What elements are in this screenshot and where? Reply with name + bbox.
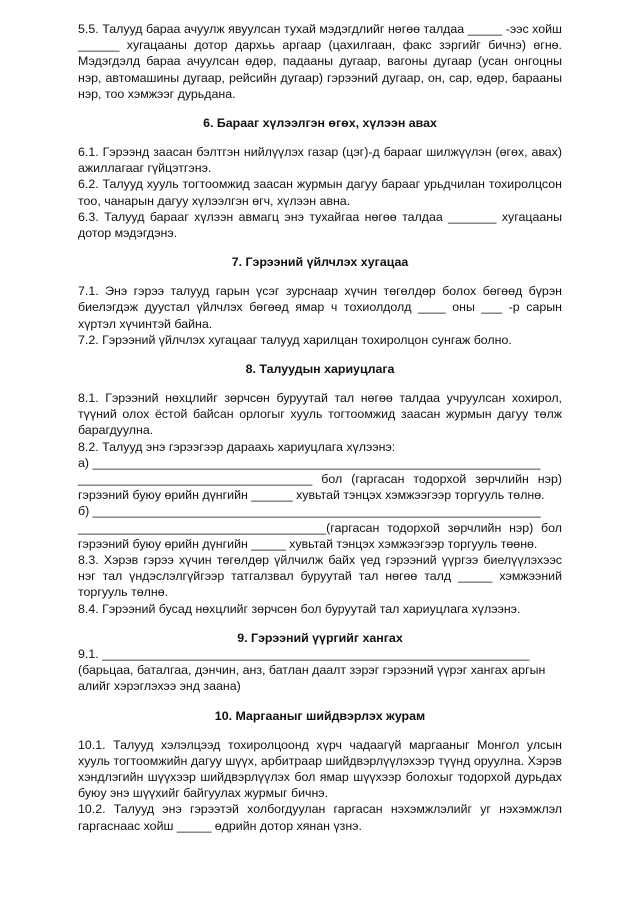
clause-7-1: 7.1. Энэ гэрээ талууд гарын үсэг зурснаар хүчин төгөлдөр болох бөгөөд бүрэн биелэгдэж дуустал үйлчлэх бөгөөд ямар ч тохиолдолд ____ оны ___ -р сарын хүртэл хүчинтэй байна.	[78, 284, 562, 331]
clause-10-1: 10.1. Талууд хэлэлцээд тохиролцоонд хүрч чадаагүй маргааныг Монгол улсын хууль тогтоомжийн дагуу шүүх, арбитраар шийдвэрлүүлэхээр түүнд оруулна. Хэрэв хэндлэгийн шүүхээр шийдвэрлүүлэх бол ямар шүүхээр болохыг тодорхой дурьдах буюу энэ шүүхийг байгуулах журмыг бичнэ.	[78, 737, 562, 801]
clause-8-2-a-line: а) _________________________________________________________________	[78, 455, 541, 470]
clause-6-3: 6.3. Талууд барааг хүлээн авмагц энэ тухайгаа нөгөө талдаа _______ хугацааны дотор мэдэгдэнэ.	[78, 209, 562, 241]
clause-8-1: 8.1. Гэрээний нөхцлийг зөрчсөн буруутай тал нөгөө талдаа учруулсан хохирол, түүний олох ёстой байсан орлогыг хууль тогтоомжид заасан журмын дагуу төлж барагдуулна.	[78, 391, 562, 438]
section-7-heading: 7. Гэрээний үйлчлэх хугацаа	[231, 255, 409, 270]
clause-10-2: 10.2. Талууд энэ гэрээтэй холбогдуулан гаргасан нэхэмжлэлийг уг нэхэмжлэл гаргаснаас хойш _____ өдрийн дотор хянан үзнэ.	[78, 802, 562, 833]
clause-6-2: 6.2. Талууд хууль тогтоомжид заасан журмын дагуу барааг урьдчилан тохиролцсон тоо, чанарын дагуу хүлээлгэн өгч, хүлээн авна.	[78, 177, 562, 208]
section-9-heading: 9. Гэрээний үүргийг хангах	[237, 630, 403, 645]
clause-8-2-b-line: б) _________________________________________________________________	[78, 504, 541, 519]
clause-5-5: 5.5. Талууд бараа ачуулж явуулсан тухай мэдэгдлийг нөгөө талдаа _____ -ээс хойш ______ хугацааны дотор дархьь аргаар (цахилгаан, факс зэргийг бичнэ) өгнө. Мэдэгдэлд бараа ачуулсан өдөр, падааны дугаар, вагоны дугаар (усан онгоцны нэр, автомашины дугаар, рейсийн дугаар) гэрээний дугаар, он, сар, өдөр, барааны нэр, тоо хэмжээг дурьдана.	[78, 22, 562, 101]
clause-8-4: 8.4. Гэрээний бусад нөхцлийг зөрчсөн бол буруутай тал хариуцлага хүлээнэ.	[78, 601, 521, 616]
section-10-heading: 10. Маргааныг шийдвэрлэх журам	[214, 708, 426, 723]
clause-7-2: 7.2. Гэрээний үйлчлэх хугацааг талууд харилцан тохиролцон сунгаж болно.	[78, 332, 512, 347]
clause-8-2-a-text: __________________________________ бол (гаргасан тодорхой зөрчлийн нэр) гэрээний буюу өрийн дүнгийн ______ хувьтай тэнцэх хэмжээгээр торгууль төлнө.	[78, 472, 562, 503]
clause-8-2-b-text: ____________________________________(гаргасан тодорхой зөрчлийн нэр) бол гэрээний буюу өрийн дүнгийн _____ хувьтай тэнцэх хэмжээгээр торгууль төөнө.	[78, 520, 562, 551]
clause-6-1: 6.1. Гэрээнд заасан бэлтгэн нийлүүлэх газар (цэг)-д барааг шилжүүлэн (өгөх, авах) ажиллагааг гүйцэтгэнэ.	[78, 145, 562, 176]
clause-8-3: 8.3. Хэрэв гэрээ хүчин төгөлдөр үйлчилж байх үед гэрээний үүргээ биелүүлэхээс нэг тал үндэслэлгүйгээр татгалзвал буруутай тал нөгөө талд _____ хэмжээний торгууль төлнө.	[78, 553, 562, 600]
clause-8-2: 8.2. Талууд энэ гэрээгээр дараахь хариуцлага хүлээнэ:	[78, 439, 396, 454]
section-6-heading: 6. Барааг хүлээлгэн өгөх, хүлээн авах	[203, 116, 437, 131]
section-8-heading: 8. Талуудын хариуцлага	[245, 362, 395, 377]
clause-9-1-line: 9.1. ______________________________________________________________	[78, 646, 530, 661]
clause-9-1-note: (барьцаа, баталгаа, дэнчин, анз, батлан даалт зэрэг гэрээний үүрэг хангах аргын алийг хэрэглэхээ энд заана)	[78, 663, 546, 694]
